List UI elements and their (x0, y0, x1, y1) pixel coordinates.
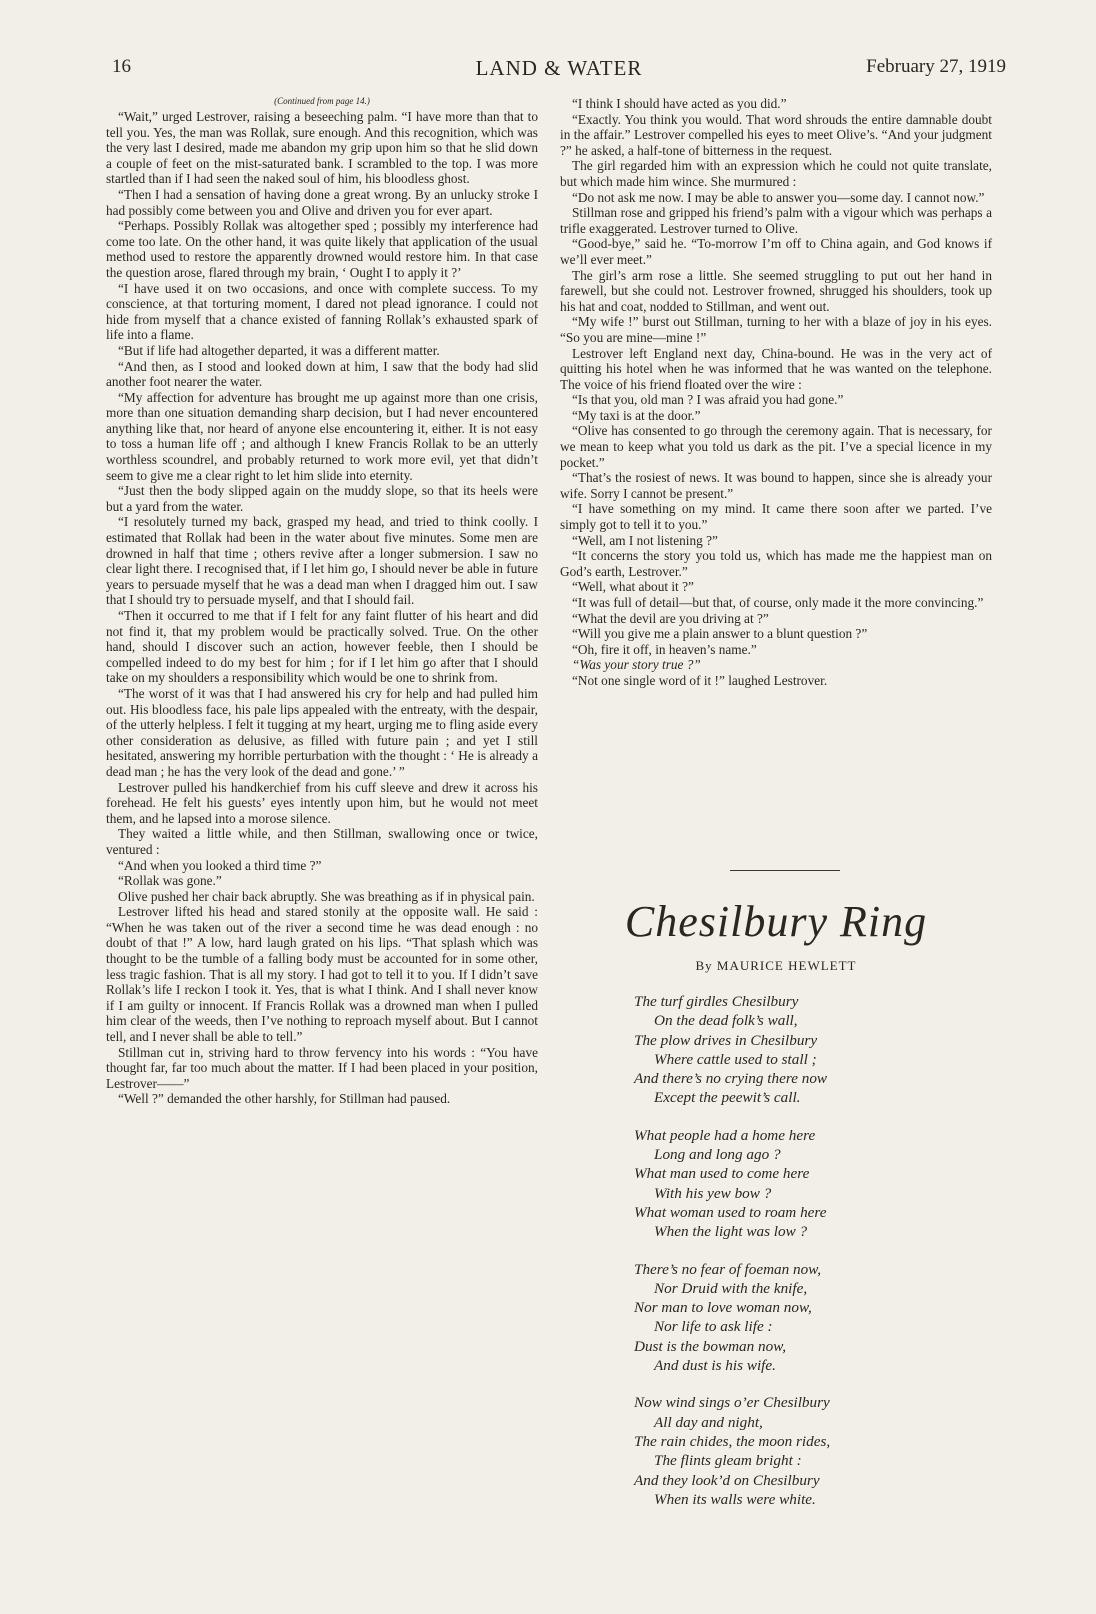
poem-stanza (634, 1393, 974, 1509)
story-paragraph: “Oh, fire it off, in heaven’s name.” (572, 641, 757, 657)
poem-title: Chesilbury Ring (624, 897, 928, 946)
story-paragraph: “That’s the rosiest of news. It was bound to happen, since she is already your wife. Sorry I cannot be present.” (560, 470, 992, 501)
story-paragraph: “And when you looked a third time ?” (118, 857, 322, 873)
story-paragraph: “Wait,” urged Lestrover, raising a beseeching palm. “I have more than that to tell you. Yes, the man was Rollak, sure enough. And this recognition, which was the very last I desired, made me abandon my grip upon him so that he slid down a couple of feet on the mist-saturated bank. I scrambled to the top. I was more startled than if I had seen the naked soul of him, his bloodless ghost. (106, 109, 538, 187)
poem-line: All day and night, (654, 1413, 763, 1431)
story-paragraph: “Then it occurred to me that if I felt for any faint flutter of his heart and did not find it, that my problem would be practically solved. True. On the other hand, should I discover such an action, however feeble, then I should be compelled indeed to do my best for him ; for if I let him go after that I should take on my shoulders a responsibility which would be one to shrink from. (106, 608, 538, 686)
story-paragraph: “Not one single word of it !” laughed Lestrover. (572, 672, 828, 688)
poem-line: And there’s no crying there now (634, 1070, 828, 1088)
story-paragraph: “Will you give me a plain answer to a blunt question ?” (572, 626, 868, 642)
story-paragraph: They waited a little while, and then Stillman, swallowing once or twice, ventured : (106, 826, 538, 857)
story-paragraph: “Just then the body slipped again on the muddy slope, so that its heels were but a yard from the water. (106, 483, 538, 514)
story-paragraph: Olive pushed her chair back abruptly. She was breathing as if in physical pain. (118, 888, 535, 904)
poem-stanza (634, 1126, 974, 1242)
story-paragraph: “Well, what about it ?” (572, 579, 694, 595)
story-paragraph: “My affection for adventure has brought me up against more than one crisis, more than one situation demanding sharp decision, but I had never encountered anything like that, nor heard of anyone else encountering it, either. It is not easy to toss a human life off ; and although I knew Francis Rollak to be an utterly worthless scoundrel, and probably returned to work more evil, yet that didn’t seem to give me a clear right to let him slide into eternity. (106, 389, 538, 483)
page-header (112, 56, 1006, 84)
story-paragraph: Lestrover lifted his head and stared stonily at the opposite wall. He said : “When he was taken out of the river a second time he was dead enough : no doubt of that !” A low, hard laugh grated on his lips. “That splash which was thought to be the tumble of a falling body must be accounted for in some other, less tragic fashion. That is all my story. I had got to tell it to you. If I didn’t save Rollak’s life I reckon I took it. Yes, that is what I think. And I shall never know if I am guilty or innocent. If Francis Rollak was a drowned man when I pulled him clear of the weeds, then I’ve nothing to reproach myself about. But I cannot tell, and I never shall be able to tell.” (106, 904, 538, 1045)
page-number: 16 (112, 56, 131, 77)
story-paragraph: “Well, am I not listening ?” (572, 532, 718, 548)
poem-byline: By MAURICE HEWLETT (695, 958, 857, 973)
poem-line: Now wind sings o’er Chesilbury (634, 1394, 830, 1412)
issue-date: February 27, 1919 (866, 56, 1006, 77)
story-paragraph: “Well ?” demanded the other harshly, for Stillman had paused. (118, 1091, 451, 1107)
poem-line: Long and long ago ? (654, 1146, 781, 1164)
poem-line: What man used to come here (634, 1165, 810, 1183)
poem-line: The rain chides, the moon rides, (634, 1432, 831, 1450)
story-paragraph: “It concerns the story you told us, which has made me the happiest man on God’s earth, Lestrover.” (560, 548, 992, 579)
story-paragraph: “Perhaps. Possibly Rollak was altogether sped ; possibly my interference had come too late. On the other hand, it was quite likely that application of the usual method used to restore the apparently drowned would restore him. In that case the question arose, flared through my brain, ‘ Ought I to apply it ?’ (106, 218, 538, 280)
story-paragraph: The girl regarded him with an expression which he could not quite translate, but which made him wince. She murmured : (560, 158, 992, 189)
poem-line: Nor Druid with the knife, (654, 1279, 808, 1297)
poem-line: There’s no fear of foeman now, (634, 1260, 822, 1278)
story-paragraph: The girl’s arm rose a little. She seemed struggling to put out her hand in farewell, but she could not. Lestrover frowned, shrugged his shoulders, took up his hat and coat, nodded to Stillman, and went out. (560, 267, 992, 314)
story-paragraph: “My wife !” burst out Stillman, turning to her with a blaze of joy in his eyes. “So you are mine—mine !” (560, 314, 992, 345)
story-paragraph: “I think I should have acted as you did.” (572, 96, 787, 111)
story-paragraph: “Exactly. You think you would. That word shrouds the entire damnable doubt in the affair.” Lestrover compelled his eyes to meet Olive’s. “And your judgment ?” he asked, a half-tone of bitterness in the request. (560, 111, 992, 158)
story-paragraph: “It was full of detail—but that, of course, only made it the more convincing.” (572, 595, 984, 610)
story-column-left (106, 96, 538, 1107)
story-paragraph: “Then I had a sensation of having done a great wrong. By an unlucky stroke I had possibly come between you and Olive and driven you for ever apart. (106, 186, 538, 218)
poem-line: With his yew bow ? (654, 1184, 772, 1202)
story-paragraph: “Olive has consented to go through the ceremony again. That is necessary, for we mean to keep what you told us dark as the pit. I’ve a special licence in my pocket.” (560, 423, 992, 470)
story-paragraph: “Rollak was gone.” (118, 873, 222, 889)
story-paragraph: “I have something on my mind. It came there soon after we parted. I’ve simply got to tell it to you.” (560, 501, 992, 533)
poem-line: What woman used to roam here (634, 1203, 827, 1221)
poem-line: When the light was low ? (654, 1223, 808, 1241)
story-paragraph: “And then, as I stood and looked down at him, I saw that the body had slid another foot nearer the water. (106, 358, 538, 390)
poem-line: The turf girdles Chesilbury (634, 993, 799, 1010)
poem-line: Nor man to love woman now, (634, 1299, 812, 1317)
poem-body (634, 992, 974, 1527)
poem-line: On the dead folk’s wall, (654, 1012, 798, 1030)
story-paragraph: “I resolutely turned my back, grasped my head, and tried to think coolly. I estimated that Rollak had been in the water about five minutes. Some men are drowned in half that time ; others revive after a longer submersion. I saw no clear light there. I recognised that, if I let him go, I should never be able in future years to persuade myself that he was a dead man when I dragged him out. I saw that I should try to persuade myself, and that I should fail. (106, 514, 538, 608)
poem-line: Nor life to ask life : (654, 1318, 773, 1336)
poem-line: The flints gleam bright : (654, 1452, 802, 1470)
poem-line: And dust is his wife. (654, 1357, 776, 1375)
poem-line: The plow drives in Chesilbury (634, 1031, 818, 1049)
poem-line: Dust is the bowman now, (634, 1337, 787, 1355)
poem-line: And they look’d on Chesilbury (634, 1471, 820, 1489)
story-paragraph: “Was your story true ?” (572, 657, 701, 673)
story-paragraph: Stillman rose and gripped his friend’s palm with a vigour which was perhaps a trifle exaggerated. Lestrover turned to Olive. (560, 205, 992, 236)
story-paragraph: “What the devil are you driving at ?” (572, 610, 769, 626)
story-paragraph: “Is that you, old man ? I was afraid you had gone.” (572, 392, 844, 408)
story-paragraph: “But if life had altogether departed, it was a different matter. (118, 342, 440, 358)
story-paragraph: “My taxi is at the door.” (572, 407, 701, 423)
continued-note: (Continued from page 14.) (274, 96, 370, 106)
poem-line: When its walls were white. (654, 1490, 816, 1508)
story-paragraph: “I have used it on two occasions, and once with complete success. To my conscience, at that torturing moment, I dared not plead ignorance. I could not hide from myself that a chance existed of fanning Rollak’s exhausted spark of life into a flame. (106, 280, 538, 343)
poem-line: What people had a home here (634, 1126, 816, 1144)
story-paragraph: “Good-bye,” said he. “To-morrow I’m off to China again, and God knows if we’ll ever meet.” (560, 236, 992, 267)
poem-stanza (634, 1260, 974, 1376)
section-divider (730, 870, 840, 871)
poem-line: Except the peewit’s call. (654, 1089, 801, 1107)
story-column-right (560, 96, 992, 689)
poem-stanza (634, 992, 974, 1108)
story-paragraph: “Do not ask me now. I may be able to answer you—some day. I cannot now.” (572, 189, 985, 205)
poem-line: Where cattle used to stall ; (654, 1050, 817, 1068)
story-paragraph: Lestrover left England next day, China-bound. He was in the very act of quitting his hotel when he was informed that he was wanted on the telephone. The voice of his friend floated over the wire : (560, 345, 992, 392)
story-paragraph: Stillman cut in, striving hard to throw fervency into his words : “You have thought far, far too much about the matter. If I had been placed in your position, Lestrover——” (106, 1044, 538, 1091)
story-paragraph: “The worst of it was that I had answered his cry for help and had pulled him out. His bloodless face, his pale lips appealed with the entreaty, with the despair, of the utterly helpless. I felt it tugging at my heart, urging me to fling aside every other consideration as delusive, as filled with future pain ; and yet I still hesitated, answering my horrible perturbation with the thought : ‘ He is already a dead man ; he has the very look of the dead and gone.’ ” (106, 685, 538, 779)
masthead: LAND & WATER (475, 56, 643, 80)
story-paragraph: Lestrover pulled his handkerchief from his cuff sleeve and drew it across his forehead. He felt his guests’ eyes intently upon him, but he would not meet them, and he lapsed into a morose silence. (106, 779, 538, 826)
